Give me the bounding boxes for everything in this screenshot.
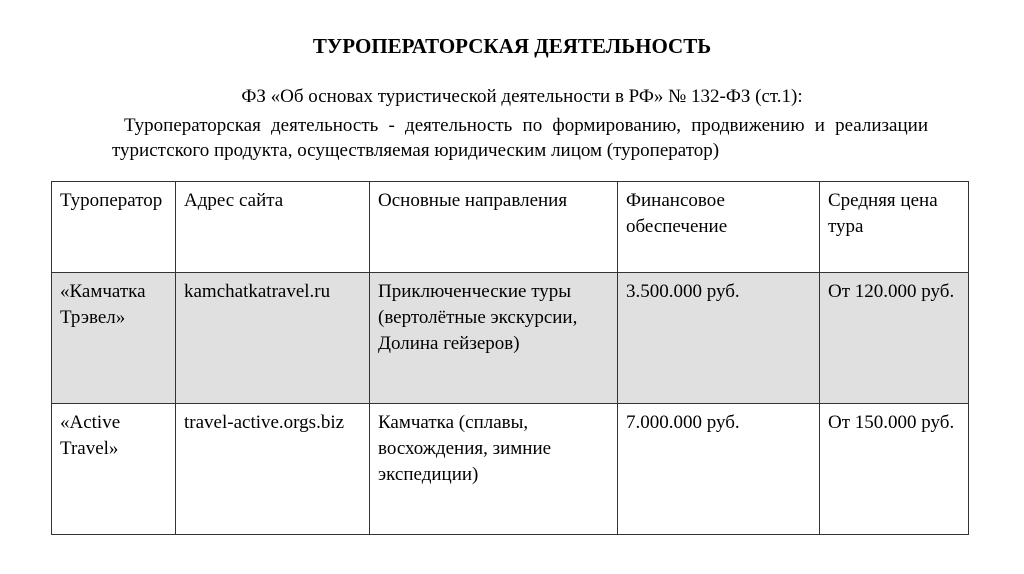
page-title: ТУРОПЕРАТОРСКАЯ ДЕЯТЕЛЬНОСТЬ (312, 34, 712, 58)
table-cell: 7.000.000 руб. (618, 404, 820, 535)
header-cell: Средняя цена тура (820, 182, 969, 273)
table-cell: kamchatkatravel.ru (176, 273, 370, 404)
table-cell: От 150.000 руб. (820, 404, 969, 535)
definition-text: Туроператорская деятельность - деятельность по формированию, продвижению и реализации туристского продукта, осуществляемая юридическим лицом (туроператор) (112, 115, 928, 161)
table-header-row (52, 182, 969, 273)
table-cell: Камчатка (сплавы, восхождения, зимние экспедиции) (370, 404, 618, 535)
header-cell: Туроператор (52, 182, 176, 273)
table-cell: Приключенческие туры (вертолётные экскурсии, Долина гейзеров) (370, 273, 618, 404)
table-cell: «Active Travel» (52, 404, 176, 535)
tour-operators-table (51, 181, 969, 535)
header-cell: Финансовое обеспечение (618, 182, 820, 273)
table-cell: «Камчатка Трэвел» (52, 273, 176, 404)
header-cell: Основные направления (370, 182, 618, 273)
table-cell: 3.500.000 руб. (618, 273, 820, 404)
law-reference: ФЗ «Об основах туристической деятельности в РФ» № 132-ФЗ (ст.1): (241, 86, 803, 107)
table-row (52, 273, 969, 404)
table-cell: travel-active.orgs.biz (176, 404, 370, 535)
table-cell: От 120.000 руб. (820, 273, 969, 404)
table-row (52, 404, 969, 535)
header-cell: Адрес сайта (176, 182, 370, 273)
